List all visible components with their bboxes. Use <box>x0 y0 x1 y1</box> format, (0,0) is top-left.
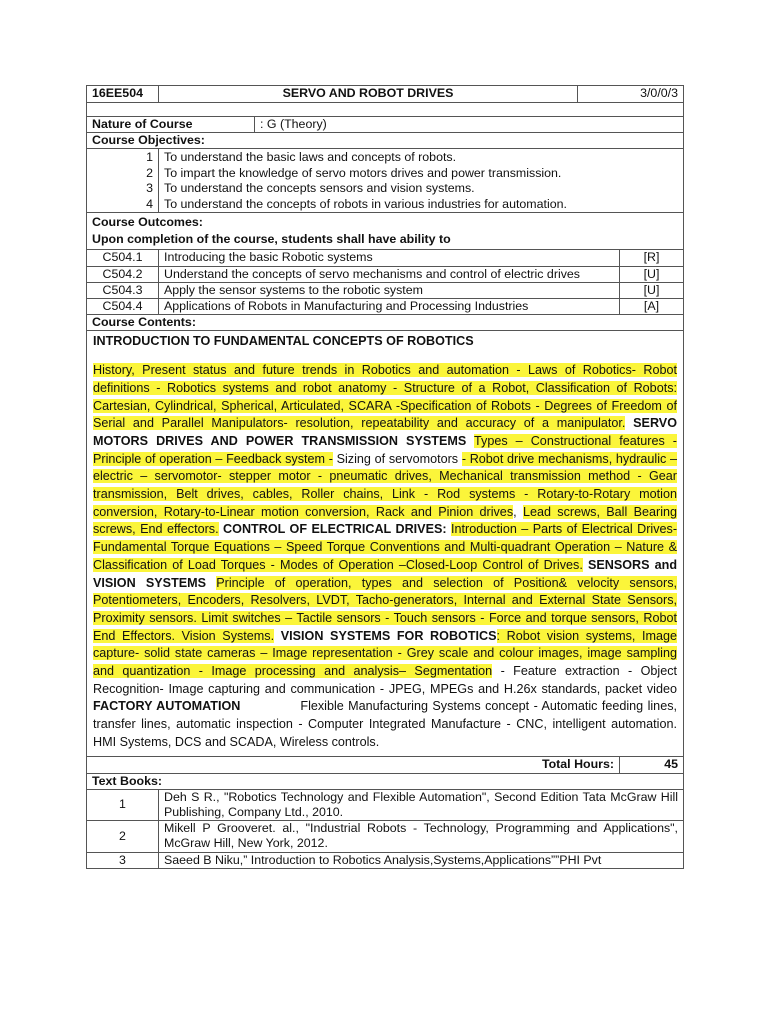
textbook-row <box>87 852 684 868</box>
servo-topic-text-b: Sizing of servomotors <box>336 451 459 466</box>
sensors-topic-title: SENSORS and VISION SYSTEMS <box>93 557 678 590</box>
outcome-code: C504.1 <box>87 250 159 266</box>
textbooks-heading: Text Books: <box>87 773 684 789</box>
vision-topic-text-a: : Robot vision systems, Image capture- solid state cameras – Image representation - Grey scale and colour images, image sampling and quantization - Image processing and analysis– Segmentation <box>93 628 678 679</box>
total-hours-row <box>87 756 684 773</box>
objectives-heading: Course Objectives: <box>87 133 684 149</box>
servo-topic-text-a: Types – Constructional features - Principle of operation – Feedback system - <box>93 433 677 466</box>
nature-label: Nature of Course <box>87 117 255 133</box>
nature-value: : G (Theory) <box>255 117 684 133</box>
course-contents <box>87 331 684 756</box>
nature-row <box>87 117 684 133</box>
outcome-level: [U] <box>620 266 684 282</box>
textbook-number: 2 <box>87 821 159 852</box>
outcome-level: [A] <box>620 299 684 315</box>
objective-item: To understand the concepts of robots in various industries for automation. <box>164 196 567 211</box>
total-hours-label: Total Hours: <box>87 756 620 773</box>
contents-body: History, Present status and future trends in Robotics and automation - Laws of Robotics- Robot definitions - Robotics systems and robot anatomy - Structure of a Robot, Classification of Robots: Cartesian, Cylindrical, Spherical, Articulated, SCARA -Specification of Robots - Degrees of Freedom of Serial and Parallel Manipulators- resolution, repeatability and accuracy of a manipulator. SERVO MOTORS DRIVES AND POWER TRANSMISSION SYSTEMS Types – Constructional features - Principle of operation – Feedback system - Sizing of servomotors - Robot drive mechanisms, hydraulic – electric – servomotor- stepper motor - pneumatic drives, Mechanical transmission method - Gear transmission, Belt drives, cables, Roller chains, Link - Rod systems - Rotary-to-Rotary motion conversion, Rotary-to-Linear motion conversion, Rack and Pinion drives, Lead screws, Ball Bearing screws, End effectors. CONTROL OF ELECTRICAL DRIVES: Introduction – Parts of Electrical Drives- Fundamental Torque Equations – Speed Torque Conventions and Multi-quadrant Operation – Nature & Classification of Load Torques - Modes of Operation –Closed-Loop Control of Drives. SENSORS and VISION SYSTEMS Principle of operation, types and selection of Position& velocity sensors, Potentiometers, Encoders, Resolvers, LVDT, Tacho-generators, Internal and External State Sensors, Proximity sensors. Limit switches – Tactile sensors - Touch sensors - Force and torque sensors, Robot End Effectors. Vision Systems. VISION SYSTEMS FOR ROBOTICS: Robot vision systems, Image capture- solid state cameras – Image representation - Grey scale and colour images, image sampling and quantization - Image processing and analysis– Segmentation - Feature extraction - Object Recognition- Image capturing and communication - JPEG, MPEGs and H.26x standards, packet video FACTORY AUTOMATION Flexible Manufacturing Systems concept - Automatic feeding lines, transfer lines, automatic inspection - Computer Integrated Manufacture - CNC, intelligent automation. HMI Systems, DCS and SCADA, Wireless controls. <box>93 363 678 749</box>
outcome-row <box>87 266 684 282</box>
objective-item: To understand the concepts sensors and vision systems. <box>164 181 475 196</box>
sensors-topic-text: Principle of operation, types and selection of Position& velocity sensors, Potentiometers, Encoders, Resolvers, LVDT, Tacho-generators, Internal and External State Sensors, Proximity sensors. Limit switches – Tactile sensors - Touch sensors - Force and torque sensors, Robot End Effectors. Vision Systems. <box>93 575 678 643</box>
outcome-code: C504.2 <box>87 266 159 282</box>
total-hours-value: 45 <box>620 756 684 773</box>
vision-topic-text-b: - Feature extraction - Object Recognition- Image capturing and communication - JPEG, MPEGs and H.26x standards, packet video <box>93 664 677 696</box>
outcome-row <box>87 282 684 298</box>
vision-topic-title: VISION SYSTEMS FOR ROBOTICS <box>280 628 497 643</box>
objectives-heading-row <box>87 133 684 149</box>
outcomes-subheading: Upon completion of the course, students shall have ability to <box>92 232 451 247</box>
textbook-text: Deh S R., "Robotics Technology and Flexible Automation", Second Edition Tata McGraw Hill Publishing, Company Ltd., 2010. <box>159 789 684 820</box>
objective-numbers: 1 2 3 4 <box>87 149 159 213</box>
textbook-number: 1 <box>87 789 159 820</box>
outcome-code: C504.3 <box>87 282 159 298</box>
control-topic-text: Introduction – Parts of Electrical Drives- Fundamental Torque Equations – Speed Torque Conventions and Multi-quadrant Operation – Nature & Classification of Load Torques - Modes of Operation –Closed-Loop Control of Drives. <box>93 522 678 572</box>
factory-topic-text: Flexible Manufacturing Systems concept - Automatic feeding lines, transfer lines, automatic inspection - Computer Integrated Manufacture - CNC, intelligent automation. HMI Systems, DCS and SCADA, Wireless controls. <box>93 699 677 749</box>
contents-heading: Course Contents: <box>87 315 684 331</box>
course-credits: 3/0/0/3 <box>578 86 684 103</box>
textbooks-heading-row <box>87 773 684 789</box>
intro-topic-title: INTRODUCTION TO FUNDAMENTAL CONCEPTS OF ROBOTICS <box>93 334 474 349</box>
objective-item: To impart the knowledge of servo motors drives and power transmission. <box>164 165 562 180</box>
course-code: 16EE504 <box>87 86 159 103</box>
outcome-text: Applications of Robots in Manufacturing and Processing Industries <box>159 299 620 315</box>
outcome-row <box>87 250 684 266</box>
contents-row <box>87 331 684 756</box>
servo-topic-text-e: Lead screws, Ball Bearing screws, End effectors. <box>93 504 678 537</box>
outcome-text: Introducing the basic Robotic systems <box>159 250 620 266</box>
servo-topic-title: SERVO MOTORS DRIVES AND POWER TRANSMISSION SYSTEMS <box>93 416 678 448</box>
servo-topic-text-c: - Robot drive mechanisms, hydraulic – electric – servomotor- stepper motor - pneumatic drives, Mechanical transmission method - Gear transmission, Belt drives, cables, Roller chains, Link - Rod systems - Rotary-to-Rotary motion conversion, Rotary-to-Linear motion conversion, Rack and Pinion drives <box>93 451 677 519</box>
textbook-text: Mikell P Grooveret. al., "Industrial Robots - Technology, Programming and Applications", McGraw Hill, New York, 2012. <box>159 821 684 852</box>
textbook-row <box>87 789 684 820</box>
course-header-row <box>87 86 684 103</box>
outcomes-heading-row <box>87 213 684 250</box>
outcome-level: [R] <box>620 250 684 266</box>
outcome-text: Apply the sensor systems to the robotic system <box>159 282 620 298</box>
course-title: SERVO AND ROBOT DRIVES <box>159 86 578 103</box>
objective-item: To understand the basic laws and concepts of robots. <box>164 150 457 165</box>
spacer-row <box>87 103 684 117</box>
syllabus-table <box>86 85 684 869</box>
textbook-text: Saeed B Niku,” Introduction to Robotics Analysis,Systems,Applications””PHI Pvt <box>159 852 684 868</box>
outcome-code: C504.4 <box>87 299 159 315</box>
contents-heading-row <box>87 315 684 331</box>
control-topic-title: CONTROL OF ELECTRICAL DRIVES: <box>223 522 447 537</box>
objectives-row <box>87 149 684 213</box>
intro-topic-text: History, Present status and future trends in Robotics and automation - Laws of Robotics- Robot definitions - Robotics systems and robot anatomy - Structure of a Robot, Classification of Robots: Cartesian, Cylindrical, Spherical, Articulated, SCARA -Specification of Robots - Degrees of Freedom of Serial and Parallel Manipulators- resolution, repeatability and accuracy of a manipulator. <box>93 363 677 431</box>
outcome-row <box>87 299 684 315</box>
outcome-level: [U] <box>620 282 684 298</box>
factory-topic-title: FACTORY AUTOMATION <box>93 699 241 714</box>
outcome-text: Understand the concepts of servo mechanisms and control of electric drives <box>159 266 620 282</box>
textbook-row <box>87 821 684 852</box>
objective-texts <box>159 149 684 213</box>
syllabus-sheet <box>86 85 683 869</box>
textbook-number: 3 <box>87 852 159 868</box>
outcomes-heading: Course Outcomes: Upon completion of the course, students shall have ability to <box>87 213 684 250</box>
